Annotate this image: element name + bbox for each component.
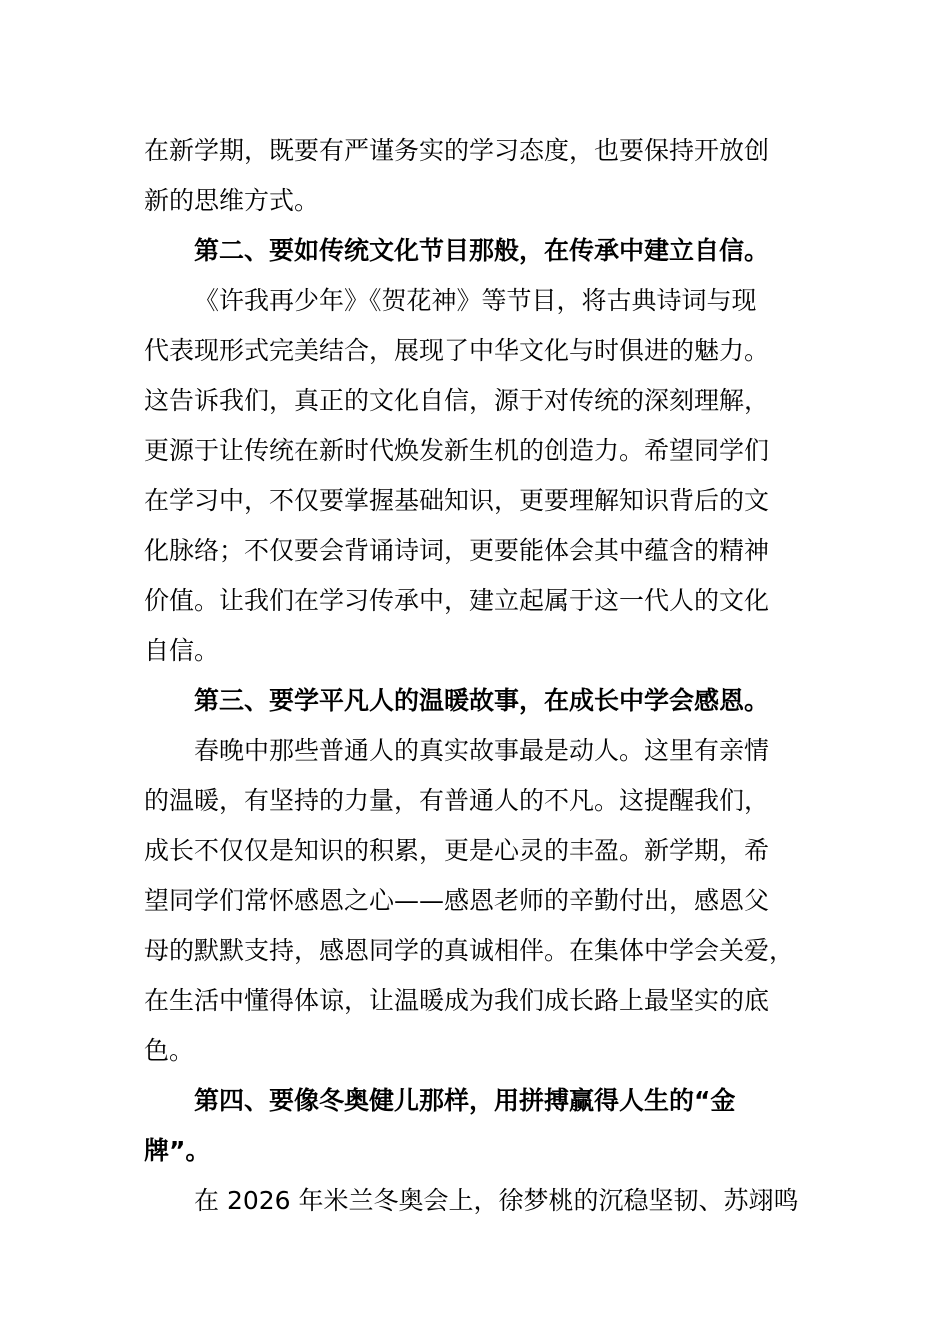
- paragraph-line: 更源于让传统在新时代焕发新生机的创造力。希望同学们: [144, 436, 770, 465]
- paragraph-line: 代表现形式完美结合，展现了中华文化与时俱进的魅力。: [144, 336, 770, 365]
- paragraph-line: 在新学期，既要有严谨务实的学习态度，也要保持开放创: [144, 136, 770, 165]
- section-heading: 第三、要学平凡人的温暖故事，在成长中学会感恩。: [194, 686, 770, 715]
- paragraph-line: 色。: [144, 1036, 195, 1065]
- section-heading: 第二、要如传统文化节目那般，在传承中建立自信。: [194, 236, 770, 265]
- section-heading: 第四、要像冬奥健儿那样，用拼搏赢得人生的“金: [194, 1086, 736, 1115]
- paragraph-line: 化脉络；不仅要会背诵诗词，更要能体会其中蕴含的精神: [144, 536, 770, 565]
- paragraph-line: 在 2026 年米兰冬奥会上，徐梦桃的沉稳坚韧、苏翊鸣: [194, 1186, 799, 1215]
- paragraph-line: 母的默默支持，感恩同学的真诚相伴。在集体中学会关爱，: [144, 936, 795, 965]
- paragraph-line: 这告诉我们，真正的文化自信，源于对传统的深刻理解，: [144, 386, 770, 415]
- paragraph-line: 成长不仅仅是知识的积累，更是心灵的丰盈。新学期，希: [144, 836, 770, 865]
- paragraph-line: 春晚中那些普通人的真实故事最是动人。这里有亲情: [194, 736, 770, 765]
- paragraph-line: 在学习中，不仅要掌握基础知识，更要理解知识背后的文: [144, 486, 770, 515]
- paragraph-line: 望同学们常怀感恩之心——感恩老师的辛勤付出，感恩父: [144, 886, 770, 915]
- section-heading: 牌”。: [144, 1136, 211, 1165]
- paragraph-line: 《许我再少年》《贺花神》等节目，将古典诗词与现: [194, 286, 757, 315]
- paragraph-line: 的温暖，有坚持的力量，有普通人的不凡。这提醒我们，: [144, 786, 770, 815]
- paragraph-line: 新的思维方式。: [144, 186, 320, 215]
- paragraph-line: 在生活中懂得体谅，让温暖成为我们成长路上最坚实的底: [144, 986, 770, 1015]
- paragraph-line: 价值。让我们在学习传承中，建立起属于这一代人的文化: [144, 586, 770, 615]
- paragraph-line: 自信。: [144, 636, 220, 665]
